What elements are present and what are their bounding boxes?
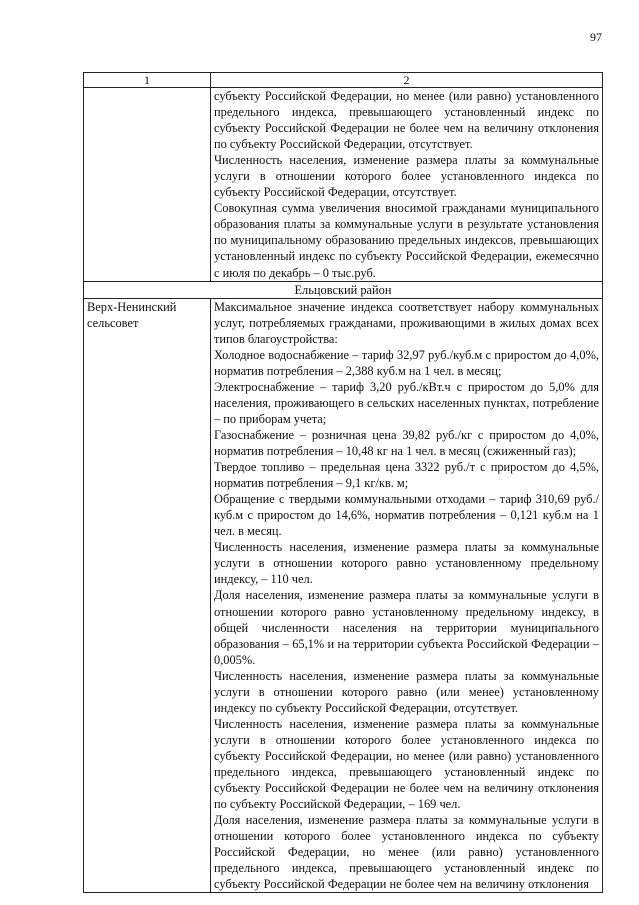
continuation-empty-cell	[84, 88, 211, 282]
paragraph: Максимальное значение индекса соответствует набору коммунальных услуг, потребляемых гражданами, проживающими в жилых домах всех типов благоустройства:	[214, 299, 599, 346]
paragraph: субъекту Российской Федерации, но менее (или равно) установленного предельного индекса, превышающего установленный индекс по субъекту Российской Федерации не более чем на величину отклонения по субъекту Российской Федерации, отсутствует.	[214, 89, 599, 152]
paragraph: Твердое топливо – предельная цена 3322 руб./т с приростом до 4,5%, норматив потребления – 9,1 кг/кв. м;	[214, 460, 599, 491]
paragraph: Совокупная сумма увеличения вносимой гражданами муниципального образования платы за коммунальные услуги в результате установления по муниципальному образованию предельных индексов, превышающих установленный индекс по субъекту Российской Федерации, ежемесячно с июля по декабрь – 0 тыс.руб.	[214, 201, 599, 280]
table-header-row	[84, 73, 603, 88]
paragraph: Доля населения, изменение размера платы за коммунальные услуги в отношении которого равно установленному предельному индексу, в общей численности населения на территории муниципального образования – 65,1% и на территории субъекта Российской Федерации – 0,005%.	[214, 588, 599, 667]
paragraph: Численность населения, изменение размера платы за коммунальные услуги в отношении которого равно (или менее) установленному индексу по субъекту Российской Федерации, отсутствует.	[214, 668, 599, 715]
municipality-text-cell	[211, 298, 603, 893]
column-2-header: 2	[211, 73, 603, 88]
continuation-row	[84, 88, 603, 282]
paragraph: Газоснабжение – розничная цена 39,82 руб./кг с приростом до 4,0%, норматив потребления – 10,48 кг на 1 чел. в месяц (сжиженный газ);	[214, 427, 599, 459]
municipality-name: Верх-Ненинский сельсовет	[84, 298, 211, 893]
paragraph: Доля населения, изменение размера платы за коммунальные услуги в отношении которого более установленного индекса по субъекту Российской Федерации, но менее (или равно) установленного предельного индекса, превышающего установленный индекс по субъекту Российской Федерации не более чем на величину отклонения	[214, 813, 599, 892]
region-name: Ельцовский район	[84, 281, 603, 298]
paragraph: Численность населения, изменение размера платы за коммунальные услуги в отношении которого более установленного индекса по субъекту Российской Федерации, но менее (или равно) установленного предельного индекса, превышающего установленный индекс по субъекту Российской Федерации не более чем на величину отклонения по субъекту Российской Федерации, – 169 чел.	[214, 716, 599, 812]
paragraph: Электроснабжение – тариф 3,20 руб./кВт.ч с приростом до 5,0% для населения, проживающего в сельских населенных пунктах, потребление – по приборам учета;	[214, 379, 599, 426]
column-1-header: 1	[84, 73, 211, 88]
paragraph: Численность населения, изменение размера платы за коммунальные услуги в отношении которого равно установленному предельному индексу, – 110 чел.	[214, 540, 599, 587]
region-row	[84, 281, 603, 298]
paragraph: Обращение с твердыми коммунальными отходами – тариф 310,69 руб./куб.м с приростом до 14,6%, норматив потребления – 0,121 куб.м на 1 чел. в месяц.	[214, 492, 599, 539]
paragraph: Холодное водоснабжение – тариф 32,97 руб./куб.м с приростом до 4,0%, норматив потребления – 2,388 куб.м на 1 чел. в месяц;	[214, 347, 599, 378]
paragraph: Численность населения, изменение размера платы за коммунальные услуги в отношении которого более установленного индекса по субъекту Российской Федерации, отсутствует.	[214, 153, 599, 200]
page-number: 97	[590, 30, 602, 44]
continuation-text-cell	[211, 88, 603, 282]
municipality-row	[84, 298, 603, 893]
indices-table	[83, 72, 603, 893]
